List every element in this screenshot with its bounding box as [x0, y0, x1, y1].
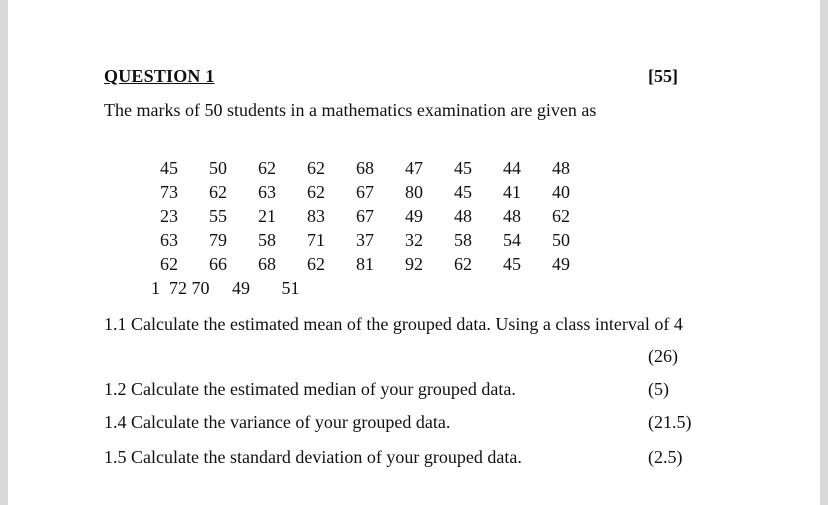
- mark-value: 81: [356, 254, 374, 274]
- mark-value: 50: [209, 158, 227, 178]
- mark-value: 45: [454, 158, 472, 178]
- mark-value: 79: [209, 230, 227, 250]
- mark-value: 67: [356, 182, 374, 202]
- document-page: [8, 0, 820, 505]
- mark-value: 62: [307, 158, 325, 178]
- subquestion-1-2: 1.2 Calculate the estimated median of your grouped data.: [104, 379, 516, 399]
- mark-value: 92: [405, 254, 423, 274]
- subquestion-1-5-marks: (2.5): [648, 447, 683, 467]
- mark-value: 48: [454, 206, 472, 226]
- mark-value: 67: [356, 206, 374, 226]
- mark-value: 68: [356, 158, 374, 178]
- mark-value: 23: [160, 206, 178, 226]
- mark-value: 55: [209, 206, 227, 226]
- mark-value: 71: [307, 230, 325, 250]
- subquestion-1-5: 1.5 Calculate the standard deviation of your grouped data.: [104, 447, 522, 467]
- total-marks: [55]: [648, 66, 678, 86]
- mark-value: 62: [552, 206, 570, 226]
- subquestion-1-1-marks: (26): [648, 346, 678, 366]
- mark-value: 48: [503, 206, 521, 226]
- mark-value: 62: [307, 254, 325, 274]
- mark-value: 54: [503, 230, 521, 250]
- mark-value: 49: [405, 206, 423, 226]
- mark-value: 83: [307, 206, 325, 226]
- mark-value: 45: [454, 182, 472, 202]
- mark-value: 58: [258, 230, 276, 250]
- subquestion-1-2-marks: (5): [648, 379, 669, 399]
- mark-value: 44: [503, 158, 521, 178]
- mark-value: 62: [307, 182, 325, 202]
- mark-value: 45: [503, 254, 521, 274]
- mark-value: 62: [160, 254, 178, 274]
- mark-value: 62: [258, 158, 276, 178]
- mark-value: 73: [160, 182, 178, 202]
- subquestion-1-4: 1.4 Calculate the variance of your grouped data.: [104, 412, 451, 432]
- mark-value: 48: [552, 158, 570, 178]
- subquestion-1-4-marks: (21.5): [648, 412, 692, 432]
- mark-value: 47: [405, 158, 423, 178]
- mark-value: 50: [552, 230, 570, 250]
- mark-value: 45: [160, 158, 178, 178]
- mark-value: 63: [160, 230, 178, 250]
- mark-value: 40: [552, 182, 570, 202]
- mark-value: 63: [258, 182, 276, 202]
- question-intro: The marks of 50 students in a mathematics examination are given as: [104, 100, 597, 120]
- mark-value: 58: [454, 230, 472, 250]
- subquestion-1-1: 1.1 Calculate the estimated mean of the grouped data. Using a class interval of 4: [104, 314, 683, 334]
- mark-value: 41: [503, 182, 521, 202]
- marks-row-6: 1 72 70 49 51: [151, 278, 300, 298]
- mark-value: 80: [405, 182, 423, 202]
- mark-value: 32: [405, 230, 423, 250]
- mark-value: 62: [209, 182, 227, 202]
- mark-value: 49: [552, 254, 570, 274]
- question-heading: QUESTION 1: [104, 66, 215, 86]
- mark-value: 68: [258, 254, 276, 274]
- mark-value: 62: [454, 254, 472, 274]
- mark-value: 66: [209, 254, 227, 274]
- mark-value: 21: [258, 206, 276, 226]
- mark-value: 37: [356, 230, 374, 250]
